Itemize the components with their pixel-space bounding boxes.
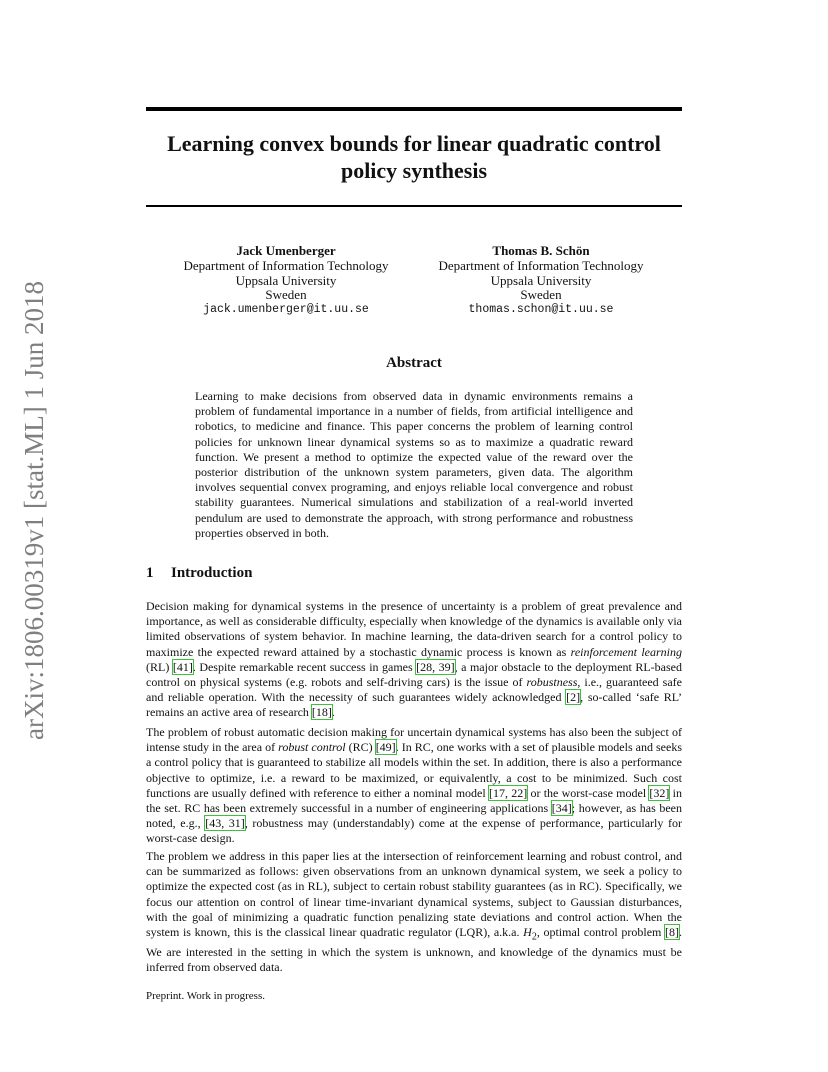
- text-run: . Despite remarkable recent success in games: [192, 659, 417, 674]
- author-email[interactable]: jack.umenberger@it.uu.se: [203, 303, 369, 317]
- author-department: Department of Information Technology: [183, 257, 389, 273]
- citation-link[interactable]: [32]: [649, 785, 670, 800]
- arxiv-identifier-stamp: arXiv:1806.00319v1 [stat.ML] 1 Jun 2018: [19, 281, 49, 740]
- author-country: Sweden: [265, 287, 307, 303]
- emphasis-text: reinforcement learning: [570, 644, 682, 659]
- text-run: . We are interested in the setting in which the system is unknown, and knowledge of the dynamics must be inferred from observed data.: [146, 925, 682, 974]
- section-heading-introduction: [146, 565, 252, 582]
- author-university: Uppsala University: [490, 272, 592, 288]
- text-run: , so-called ‘safe RL’ remains an active area of research: [146, 690, 683, 720]
- intro-paragraph-1: [146, 599, 682, 721]
- text-run: . In RC, one works with a set of plausible models and seeks a control policy that is guaranteed to stabilize all models within the set. In addition, there is also a performance objective to optimize, i.e. a reward to be maximized, or equivalently, a cost to be minimized. Such cost functions are usually defined with reference to either a nominal model: [146, 740, 682, 800]
- emphasis-text: robustness: [526, 675, 578, 690]
- text-run: in the set. RC has been extremely successful in a number of engineering applications: [146, 785, 682, 816]
- section-title: Introduction: [171, 565, 253, 581]
- text-run: ; however, as has been noted, e.g.,: [146, 801, 683, 831]
- author-email[interactable]: thomas.schon@it.uu.se: [468, 303, 614, 317]
- paper-title: [146, 130, 682, 184]
- math-symbol: H: [523, 925, 532, 940]
- author-name: Thomas B. Schön: [492, 243, 590, 258]
- citation-link[interactable]: [28, 39]: [416, 659, 455, 674]
- title-line-2: policy synthesis: [340, 158, 488, 183]
- math-subscript: 2: [531, 931, 537, 943]
- abstract-text: Learning to make decisions from observed data in dynamic environments remains a problem of fundamental importance in a number of fields, from artificial intelligence and robotics, to medicine and finance. This paper concerns the problem of learning control policies for unknown linear dynamical systems so as to maximize a quadratic reward function. We present a method to optimize the expected value of the reward over the posterior distribution of the unknown system parameters, given data. The algorithm involves sequential convex programing, and enjoys reliable local convergence and robust stability guarantees. Numerical simulations and stabilization of a real-world inverted pendulum are used to demonstrate the approach, with strong performance and robustness properties observed in both.: [195, 389, 633, 540]
- text-run: , a major obstacle to the deployment RL-based control on physical systems (e.g. robots and self-driving cars) is the issue of: [146, 659, 682, 690]
- section-number: 1: [146, 565, 154, 581]
- text-run: , optimal control problem: [536, 925, 665, 940]
- author-country: Sweden: [520, 287, 562, 303]
- text-run: The problem of robust automatic decision making for uncertain dynamical systems has also been the subject of intense study in the area of: [146, 725, 682, 755]
- author-university: Uppsala University: [235, 272, 337, 288]
- text-run: , robustness may (understandably) come at the expense of performance, particularly for worst-case design.: [146, 816, 682, 846]
- author-name: Jack Umenberger: [236, 243, 336, 258]
- intro-paragraph-3: [146, 849, 682, 975]
- text-run: (RC): [345, 740, 376, 755]
- author-block-2: [416, 244, 666, 318]
- citation-link[interactable]: [49]: [375, 740, 396, 755]
- text-run: , i.e., guaranteed safe and reliable operation. With the necessity of such guarantees widely acknowledged: [146, 675, 682, 705]
- title-line-1: Learning convex bounds for linear quadratic control: [167, 131, 661, 156]
- preprint-footnote: Preprint. Work in progress.: [146, 990, 265, 1002]
- citation-link[interactable]: [43, 31]: [205, 816, 245, 831]
- text-run: Decision making for dynamical systems in the presence of uncertainty is a problem of great prevalence and importance, as well as considerable difficulty, especially when knowledge of the dynamics is available only via limited observations of system behavior. In machine learning, the data-driven search for a control policy to maximize the expected reward attained by a stochastic dynamic process is known as: [146, 599, 682, 659]
- intro-paragraph-2: [146, 725, 682, 847]
- citation-link[interactable]: [8]: [664, 925, 679, 940]
- citation-link[interactable]: [2]: [566, 690, 581, 705]
- author-block-1: [161, 244, 411, 318]
- title-top-rule: [146, 107, 682, 111]
- author-department: Department of Information Technology: [438, 257, 644, 273]
- title-bottom-rule: [146, 205, 682, 207]
- abstract-heading: Abstract: [386, 355, 442, 371]
- text-run: or the worst-case model: [527, 785, 650, 800]
- text-run: The problem we address in this paper lies at the intersection of reinforcement learning and robust control, and can be summarized as follows: given observations from an unknown dynamical system, we seek a policy to optimize the expected cost (as in RL), subject to certain robust stability guarantees (as in RC). Specifically, we focus our attention on control of linear time-invariant dynamical systems, subject to Gaussian disturbances, with the goal of minimizing a quadratic function penalizing state deviations and control action. When the system is known, this is the classical linear quadratic regulator (LQR), a.k.a.: [146, 849, 682, 940]
- emphasis-text: robust control: [278, 740, 346, 755]
- citation-link[interactable]: [34]: [551, 801, 572, 816]
- citation-link[interactable]: [17, 22]: [488, 785, 528, 800]
- citation-link[interactable]: [18]: [311, 705, 332, 720]
- text-run: .: [331, 705, 335, 720]
- citation-link[interactable]: [41]: [172, 659, 193, 674]
- text-run: (RL): [146, 659, 173, 674]
